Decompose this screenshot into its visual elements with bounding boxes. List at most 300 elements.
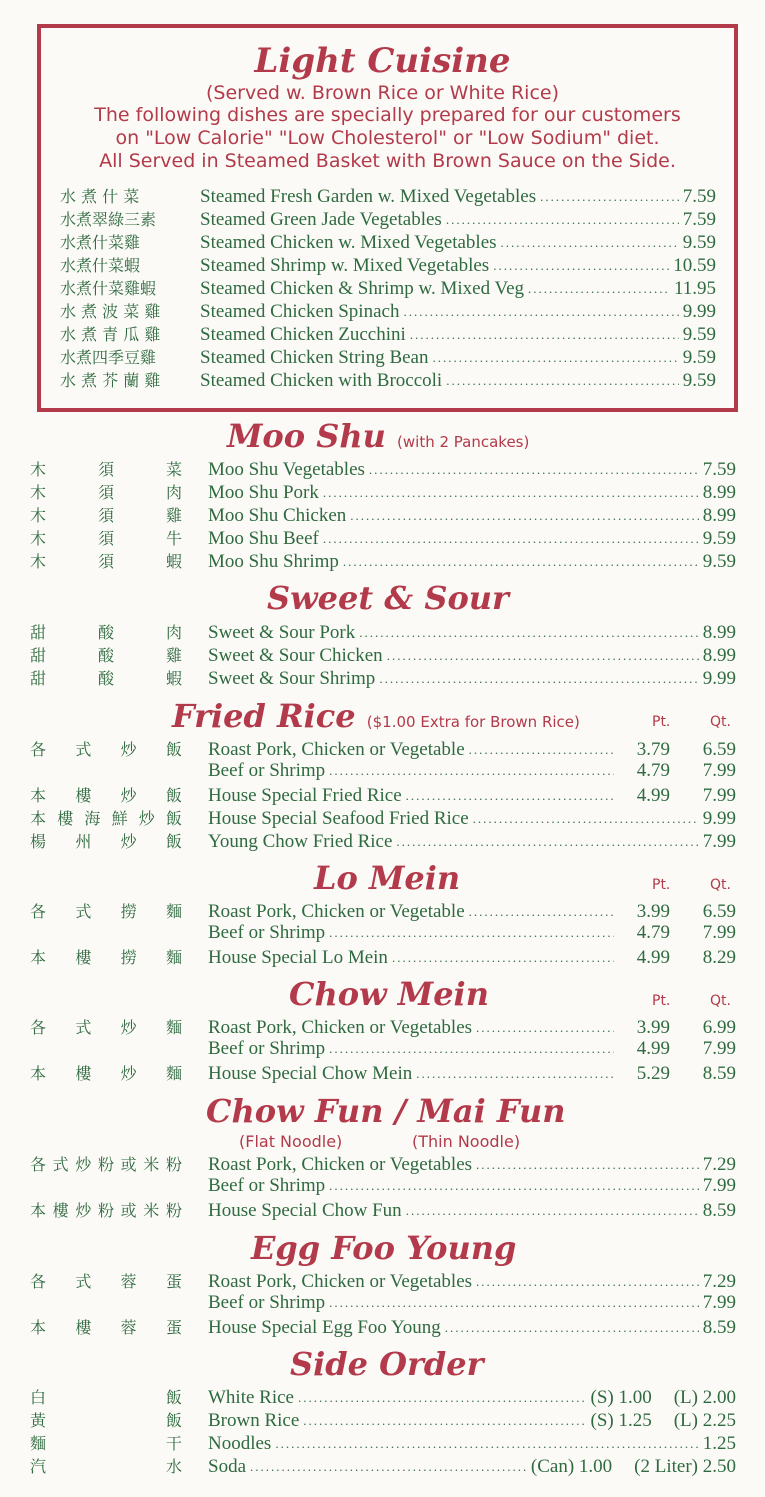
item-chinese-name (30, 526, 182, 549)
chow-mein-item (30, 1038, 736, 1060)
item-price-large: (L) 2.00 (673, 1387, 736, 1408)
item-chinese-name: 水 煮 芥 蘭 雞 (60, 371, 161, 390)
item-name: Steamed Chicken & Shrimp w. Mixed Veg (200, 278, 525, 299)
item-price: 9.99 (702, 668, 736, 689)
item-chinese-name (30, 1315, 182, 1338)
item-name: Roast Pork, Chicken or Vegetables (208, 1017, 473, 1038)
chinese-char: 麵 (165, 948, 182, 967)
moo-shu-item (30, 549, 736, 573)
item-name: Moo Shu Beef (208, 528, 319, 549)
chinese-char: 木 (30, 460, 47, 479)
item-price: 1.25 (702, 1433, 736, 1454)
item-price-quart: 6.99 (702, 1017, 736, 1038)
fried-rice-pt-header: Pt. (652, 714, 671, 730)
item-price: 9.59 (682, 232, 716, 253)
item-name: Roast Pork, Chicken or Vegetables (208, 1271, 473, 1292)
item-chinese-name (30, 1061, 182, 1084)
item-name: White Rice (208, 1387, 294, 1408)
item-price: 7.99 (702, 1292, 736, 1313)
leader-dots (359, 624, 699, 638)
item-name: Sweet & Sour Chicken (208, 645, 383, 666)
chow-mein-item (30, 1061, 736, 1085)
leader-dots (343, 553, 699, 567)
chinese-char: 蓉 (120, 1272, 137, 1291)
light-cuisine-item (60, 276, 716, 300)
fried-rice-item (30, 760, 736, 782)
item-name: Steamed Chicken String Bean (200, 347, 429, 368)
chow-fun-thin-note: (Thin Noodle) (412, 1132, 521, 1151)
item-price-small: (S) 1.00 (590, 1387, 652, 1408)
chinese-char: 樓 (52, 1201, 69, 1220)
chinese-char: 水 (165, 1457, 182, 1476)
light-cuisine-item (60, 368, 716, 392)
item-chinese-name (30, 899, 182, 922)
side-order-item (30, 1408, 736, 1432)
item-price: 9.59 (682, 347, 716, 368)
fried-rice-item (30, 737, 736, 761)
sweet-sour-item (30, 643, 736, 667)
item-name: Steamed Fresh Garden w. Mixed Vegetables (200, 186, 537, 207)
chinese-char: 白 (30, 1388, 47, 1407)
leader-dots (410, 326, 679, 340)
leader-dots (476, 1019, 614, 1033)
side-order-item (30, 1454, 736, 1478)
lo-mein-title: Lo Mein (314, 859, 461, 897)
leader-dots (476, 1156, 699, 1170)
chinese-char: 雞 (165, 506, 182, 525)
item-price: 7.29 (702, 1271, 736, 1292)
leader-dots (446, 211, 679, 225)
item-name: Roast Pork, Chicken or Vegetable (208, 739, 465, 760)
item-price: 9.59 (702, 528, 736, 549)
chinese-char: 蛋 (165, 1272, 182, 1291)
item-price-pint: 3.79 (636, 739, 670, 760)
lo-mein-pt-header: Pt. (652, 877, 671, 893)
item-chinese-name (30, 1152, 182, 1175)
chinese-char: 木 (30, 483, 47, 502)
chinese-char: 各 (30, 1272, 47, 1291)
chinese-char: 樓 (75, 948, 92, 967)
item-name: Steamed Chicken with Broccoli (200, 370, 443, 391)
chinese-char: 粉 (165, 1155, 182, 1174)
chinese-char: 式 (75, 1272, 92, 1291)
lo-mein-qt-header: Qt. (710, 877, 731, 893)
leader-dots (329, 924, 614, 938)
item-chinese-name: 水煮翠綠三素 (60, 210, 157, 229)
chinese-char: 炒 (120, 740, 137, 759)
chinese-char: 木 (30, 552, 47, 571)
item-price: 9.59 (682, 324, 716, 345)
item-price-large: (L) 2.25 (673, 1410, 736, 1431)
leader-dots (396, 833, 698, 847)
item-chinese-name: 水 煮 什 菜 (60, 187, 140, 206)
leader-dots (416, 1065, 614, 1079)
item-price: 9.99 (702, 808, 736, 829)
item-chinese-name (30, 457, 182, 480)
egg-foo-young-title: Egg Foo Young (251, 1229, 517, 1267)
chinese-char: 麵 (165, 1018, 182, 1037)
chinese-char: 麵 (30, 1434, 47, 1453)
sweet-sour-item (30, 620, 736, 644)
light-cuisine-item (60, 345, 716, 369)
leader-dots (329, 1040, 614, 1054)
chinese-char: 樓 (75, 786, 92, 805)
chinese-char: 雞 (165, 646, 182, 665)
item-price-quart: 7.99 (702, 1038, 736, 1059)
item-price-small: (S) 1.25 (590, 1410, 652, 1431)
leader-dots (469, 741, 614, 755)
item-price-quart: 8.29 (702, 947, 736, 968)
chinese-char: 蝦 (165, 552, 182, 571)
item-chinese-name (30, 783, 182, 806)
item-name: House Special Egg Foo Young (208, 1317, 441, 1338)
item-price: 7.59 (702, 459, 736, 480)
item-price-quart: 6.59 (702, 739, 736, 760)
chow-mein-pt-header: Pt. (652, 993, 671, 1009)
item-price: 8.99 (702, 645, 736, 666)
leader-dots (387, 647, 699, 661)
chinese-char: 須 (97, 460, 114, 479)
leader-dots (473, 810, 699, 824)
chow-fun-item (30, 1175, 736, 1197)
moo-shu-item (30, 480, 736, 504)
chinese-char: 麵 (165, 1064, 182, 1083)
chinese-char: 本 (30, 1064, 47, 1083)
chinese-char: 或 (120, 1201, 137, 1220)
item-price-pint: 3.99 (636, 1017, 670, 1038)
item-price: 9.59 (702, 551, 736, 572)
leader-dots (275, 1435, 698, 1449)
chinese-char: 木 (30, 506, 47, 525)
item-price: 8.99 (702, 505, 736, 526)
chinese-char: 麵 (165, 902, 182, 921)
light-cuisine-desc-1: The following dishes are specially prepared for our customers (94, 104, 681, 126)
item-name: Steamed Chicken Zucchini (200, 324, 406, 345)
chinese-char: 炒 (120, 1018, 137, 1037)
chinese-char: 酸 (97, 646, 114, 665)
lo-mein-item (30, 899, 736, 923)
lo-mein-item (30, 922, 736, 944)
item-chinese-name (30, 1431, 182, 1454)
leader-dots (303, 1412, 586, 1426)
chinese-char: 飯 (165, 786, 182, 805)
item-price: 10.59 (673, 255, 716, 276)
item-name: Steamed Chicken Spinach (200, 301, 400, 322)
chinese-char: 粉 (97, 1201, 114, 1220)
fried-rice-title-text: Fried Rice (172, 697, 356, 735)
chinese-char: 干 (165, 1434, 182, 1453)
item-name: Roast Pork, Chicken or Vegetables (208, 1154, 473, 1175)
leader-dots (350, 507, 698, 521)
chinese-char: 海 (84, 809, 101, 828)
item-price-quart: 7.99 (702, 922, 736, 943)
moo-shu-title (227, 417, 530, 455)
chow-fun-item (30, 1152, 736, 1176)
chinese-char: 本 (30, 948, 47, 967)
light-cuisine-item (60, 253, 716, 277)
side-order-item (30, 1385, 736, 1409)
item-price-quart: 8.59 (702, 1063, 736, 1084)
side-order-item (30, 1431, 736, 1455)
chinese-char: 甜 (30, 623, 47, 642)
item-chinese-name (30, 549, 182, 572)
item-price: 7.59 (682, 209, 716, 230)
item-price-pint: 4.79 (636, 760, 670, 781)
item-price-pint: 4.79 (636, 922, 670, 943)
moo-shu-title-text: Moo Shu (227, 417, 386, 455)
item-name: Sweet & Sour Shrimp (208, 668, 376, 689)
item-name: Steamed Chicken w. Mixed Vegetables (200, 232, 497, 253)
leader-dots (323, 530, 699, 544)
chinese-char: 米 (143, 1201, 160, 1220)
chinese-char: 木 (30, 529, 47, 548)
item-chinese-name (30, 666, 182, 689)
item-chinese-name: 水煮什菜蝦 (60, 256, 141, 275)
item-name: Beef or Shrimp (208, 1175, 326, 1196)
chinese-char: 甜 (30, 669, 47, 688)
leader-dots (323, 484, 699, 498)
chinese-char: 州 (75, 832, 92, 851)
chinese-char: 飯 (165, 1388, 182, 1407)
item-name: Sweet & Sour Pork (208, 622, 356, 643)
item-chinese-name: 水 煮 波 菜 雞 (60, 302, 161, 321)
item-price-pint: 3.99 (636, 901, 670, 922)
item-price: 8.59 (702, 1317, 736, 1338)
chow-mein-qt-header: Qt. (710, 993, 731, 1009)
item-name: Roast Pork, Chicken or Vegetable (208, 901, 465, 922)
light-cuisine-desc-2: on "Low Calorie" "Low Cholesterol" or "Low Sodium" diet. (115, 127, 660, 149)
item-name: House Special Lo Mein (208, 947, 388, 968)
chinese-char: 炒 (120, 1064, 137, 1083)
item-name: Beef or Shrimp (208, 760, 326, 781)
chinese-char: 樓 (75, 1064, 92, 1083)
item-name: Steamed Green Jade Vegetables (200, 209, 442, 230)
light-cuisine-item (60, 207, 716, 231)
item-price: 8.99 (702, 482, 736, 503)
item-price-large: (2 Liter) 2.50 (634, 1456, 736, 1477)
chinese-char: 本 (30, 1318, 47, 1337)
item-name: Soda (208, 1456, 246, 1477)
chow-mein-item (30, 1015, 736, 1039)
item-chinese-name (30, 1269, 182, 1292)
chinese-char: 炒 (120, 786, 137, 805)
chinese-char: 式 (75, 1018, 92, 1037)
chinese-char: 本 (30, 809, 47, 828)
item-price-quart: 7.99 (702, 785, 736, 806)
sweet-sour-title: Sweet & Sour (267, 579, 509, 617)
chinese-char: 各 (30, 1155, 47, 1174)
item-name: Moo Shu Shrimp (208, 551, 339, 572)
chow-mein-title: Chow Mein (289, 975, 489, 1013)
item-price: 7.99 (702, 831, 736, 852)
light-cuisine-subtitle: (Served w. Brown Rice or White Rice) (205, 82, 559, 104)
item-name: Moo Shu Pork (208, 482, 319, 503)
chinese-char: 須 (97, 506, 114, 525)
item-name: Moo Shu Vegetables (208, 459, 365, 480)
chinese-char: 本 (30, 786, 47, 805)
chinese-char: 蝦 (165, 669, 182, 688)
item-price-quart: 6.59 (702, 901, 736, 922)
chinese-char: 蓉 (120, 1318, 137, 1337)
chinese-char: 菜 (165, 460, 182, 479)
chinese-char: 撈 (120, 948, 137, 967)
item-price-pint: 5.29 (636, 1063, 670, 1084)
item-name: Moo Shu Chicken (208, 505, 347, 526)
chinese-char: 或 (120, 1155, 137, 1174)
chinese-char: 甜 (30, 646, 47, 665)
item-price: 8.99 (702, 622, 736, 643)
chinese-char: 式 (75, 902, 92, 921)
item-chinese-name: 水煮四季豆雞 (60, 348, 157, 367)
light-cuisine-item (60, 184, 716, 208)
chinese-char: 式 (52, 1155, 69, 1174)
item-chinese-name (30, 1454, 182, 1477)
item-chinese-name (30, 945, 182, 968)
chinese-char: 酸 (97, 623, 114, 642)
item-chinese-name (30, 1198, 182, 1221)
leader-dots (329, 1294, 699, 1308)
leader-dots (432, 349, 678, 363)
leader-dots (446, 372, 679, 386)
item-price-pint: 4.99 (636, 1038, 670, 1059)
chinese-char: 式 (75, 740, 92, 759)
chinese-char: 黃 (30, 1411, 47, 1430)
item-name: Brown Rice (208, 1410, 300, 1431)
item-name: Young Chow Fried Rice (208, 831, 393, 852)
item-price: 9.59 (682, 370, 716, 391)
chinese-char: 飯 (165, 1411, 182, 1430)
item-chinese-name (30, 503, 182, 526)
item-price-quart: 7.99 (702, 760, 736, 781)
chinese-char: 肉 (165, 483, 182, 502)
item-name: House Special Seafood Fried Rice (208, 808, 469, 829)
fried-rice-title (172, 697, 580, 735)
leader-dots (250, 1458, 527, 1472)
side-order-title: Side Order (290, 1345, 484, 1383)
item-price-pint: 4.99 (636, 947, 670, 968)
item-chinese-name (30, 806, 182, 829)
chow-fun-title: Chow Fun / Mai Fun (206, 1092, 566, 1130)
leader-dots (329, 1177, 699, 1191)
leader-dots (501, 234, 679, 248)
item-name: House Special Fried Rice (208, 785, 402, 806)
item-name: Beef or Shrimp (208, 1038, 326, 1059)
chinese-char: 須 (97, 483, 114, 502)
item-price: 9.99 (682, 301, 716, 322)
item-name: Noodles (208, 1433, 272, 1454)
chinese-char: 飯 (165, 809, 182, 828)
leader-dots (298, 1389, 587, 1403)
leader-dots (392, 949, 614, 963)
chinese-char: 米 (143, 1155, 160, 1174)
chinese-char: 各 (30, 1018, 47, 1037)
item-chinese-name (30, 643, 182, 666)
item-chinese-name (30, 1385, 182, 1408)
moo-shu-item (30, 503, 736, 527)
item-chinese-name (30, 737, 182, 760)
sweet-sour-item (30, 666, 736, 690)
fried-rice-note: ($1.00 Extra for Brown Rice) (366, 713, 580, 731)
chinese-char: 須 (97, 552, 114, 571)
chinese-char: 飯 (165, 740, 182, 759)
chinese-char: 汽 (30, 1457, 47, 1476)
moo-shu-item (30, 457, 736, 481)
leader-dots (329, 762, 614, 776)
egg-foo-young-item (30, 1292, 736, 1314)
item-name: House Special Chow Fun (208, 1200, 402, 1221)
egg-foo-young-item (30, 1269, 736, 1293)
chinese-char: 樓 (57, 809, 74, 828)
chinese-char: 炒 (120, 832, 137, 851)
leader-dots (379, 670, 698, 684)
leader-dots (540, 188, 679, 202)
moo-shu-item (30, 526, 736, 550)
leader-dots (445, 1319, 699, 1333)
item-price: 11.95 (673, 278, 716, 299)
item-chinese-name: 水煮什菜雞 (60, 233, 141, 252)
fried-rice-qt-header: Qt. (710, 714, 731, 730)
item-chinese-name: 水 煮 青 瓜 雞 (60, 325, 161, 344)
light-cuisine-item (60, 299, 716, 323)
leader-dots (476, 1273, 699, 1287)
leader-dots (406, 787, 614, 801)
leader-dots (406, 1202, 699, 1216)
leader-dots (369, 461, 699, 475)
item-price: 8.59 (702, 1200, 736, 1221)
leader-dots (469, 903, 614, 917)
light-cuisine-item (60, 230, 716, 254)
item-chinese-name (30, 829, 182, 852)
item-chinese-name (30, 1015, 182, 1038)
item-chinese-name (30, 1408, 182, 1431)
item-name: House Special Chow Mein (208, 1063, 413, 1084)
chinese-char: 撈 (120, 902, 137, 921)
item-name: Steamed Shrimp w. Mixed Vegetables (200, 255, 490, 276)
egg-foo-young-item (30, 1315, 736, 1339)
item-price-pint: 4.99 (636, 785, 670, 806)
item-chinese-name (30, 480, 182, 503)
item-chinese-name: 水煮什菜雞蝦 (60, 279, 157, 298)
fried-rice-item (30, 783, 736, 807)
leader-dots (493, 257, 669, 271)
chinese-char: 須 (97, 529, 114, 548)
chow-fun-item (30, 1198, 736, 1222)
chinese-char: 樓 (75, 1318, 92, 1337)
chinese-char: 鮮 (111, 809, 128, 828)
item-name: Beef or Shrimp (208, 922, 326, 943)
chinese-char: 牛 (165, 529, 182, 548)
item-price-small: (Can) 1.00 (530, 1456, 613, 1477)
moo-shu-note: (with 2 Pancakes) (397, 433, 530, 451)
chinese-char: 粉 (97, 1155, 114, 1174)
chinese-char: 炒 (138, 809, 155, 828)
leader-dots (403, 303, 678, 317)
item-price: 7.99 (702, 1175, 736, 1196)
chinese-char: 本 (30, 1201, 47, 1220)
chow-fun-flat-note: (Flat Noodle) (239, 1132, 343, 1151)
chinese-char: 楊 (30, 832, 47, 851)
chinese-char: 各 (30, 740, 47, 759)
lo-mein-item (30, 945, 736, 969)
chinese-char: 肉 (165, 623, 182, 642)
item-price: 7.29 (702, 1154, 736, 1175)
light-cuisine-desc-3: All Served in Steamed Basket with Brown Sauce on the Side. (99, 150, 676, 172)
item-price: 7.59 (682, 186, 716, 207)
light-cuisine-item (60, 322, 716, 346)
leader-dots (528, 280, 670, 294)
chinese-char: 各 (30, 902, 47, 921)
chinese-char: 炒 (75, 1155, 92, 1174)
